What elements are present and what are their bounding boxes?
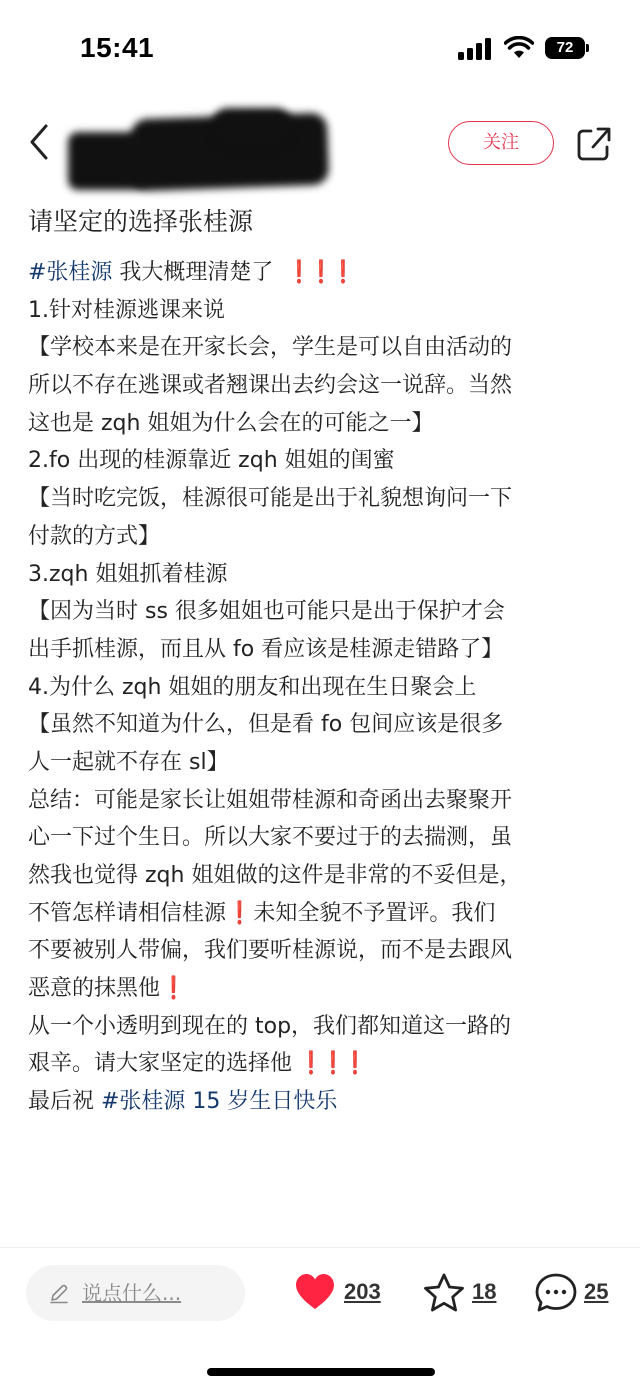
collect-count: 18 (472, 1279, 497, 1304)
hashtag-link[interactable]: #张桂源 15 岁生日快乐 (101, 1089, 338, 1115)
post-line: 从一个小透明到现在的 top，我们都知道这一路的 (28, 1013, 512, 1039)
comment-count: 25 (584, 1279, 609, 1304)
hashtag-link[interactable]: #张桂源 (28, 260, 113, 285)
exclamation-emoji: ❗️ (228, 900, 251, 926)
comment-input[interactable] (26, 1265, 245, 1321)
star-icon (422, 1272, 466, 1314)
post-line: 不要被别人带偏，我们要听桂源说，而不是去跟风 (28, 938, 513, 964)
status-bar (0, 0, 640, 96)
exclamation-emoji: ❗️ (162, 976, 185, 1002)
collect-button[interactable] (422, 1268, 502, 1318)
post-line: 人一起就不存在 sl】 (28, 749, 229, 775)
post-line: 然我也觉得 zqh 姐姐做的这件是非常的不妥但是， (28, 863, 522, 888)
post-line: 心一下过个生日。所以大家不要过于的去揣测，虽 (28, 825, 513, 851)
post-line: 恶意的抹黑他 ❗️ (28, 970, 620, 1008)
post-line: 不管怎样请相信桂源 ❗️ 未知全貌不予置评。我们 (28, 895, 620, 933)
post-line: 【当时吃完饭，桂源很可能是出于礼貌想询问一下 (28, 486, 513, 512)
post-line: #张桂源 我大概理清楚了 ❗️❗️❗️ (28, 254, 620, 292)
home-indicator[interactable] (207, 1368, 435, 1376)
follow-button[interactable]: 关注 (448, 121, 554, 165)
battery-level: 72 (545, 37, 585, 59)
chat-bubble-icon (534, 1272, 578, 1314)
post-line: 艰辛。请大家坚定的选择他 ❗️❗️❗️ (28, 1045, 620, 1083)
post-line: 3.zqh 姐姐抓着桂源 (28, 561, 228, 587)
like-button[interactable] (294, 1268, 390, 1318)
pen-icon (48, 1282, 70, 1304)
nav-bar (0, 96, 640, 196)
post-line: 【学校本来是在开家长会，学生是可以自由活动的 (28, 335, 513, 361)
exclamation-emoji: ❗️❗️❗️ (288, 260, 355, 285)
comment-button[interactable] (534, 1268, 614, 1318)
heart-icon (294, 1272, 336, 1312)
comment-placeholder: 说点什么... (82, 1281, 182, 1305)
back-button[interactable] (24, 120, 56, 164)
post-line: 付款的方式】 (28, 523, 161, 549)
post-line: 最后祝 #张桂源 15 岁生日快乐 (28, 1089, 338, 1115)
battery-icon (545, 37, 589, 59)
post-title: 请坚定的选择张桂源 (28, 207, 254, 236)
exclamation-emoji: ❗️❗️❗️ (300, 1051, 366, 1077)
post-line: 出手抓桂源，而且从 fo 看应该是桂源走错路了】 (28, 636, 504, 662)
post-line: 【因为当时 ss 很多姐姐也可能只是出于保护才会 (28, 599, 505, 625)
wifi-icon (504, 36, 534, 60)
post-line: 总结：可能是家长让姐姐带桂源和奇函出去聚聚开 (28, 787, 513, 813)
divider (0, 1247, 640, 1248)
post-line: 4.为什么 zqh 姐姐的朋友和出现在生日聚会上 (28, 674, 477, 700)
post-body (28, 254, 620, 1121)
chevron-left-icon (24, 120, 56, 164)
author-redacted (62, 108, 332, 194)
share-button[interactable] (574, 124, 614, 162)
cellular-signal-icon (458, 38, 492, 60)
post-line: 所以不存在逃课或者翘课出去约会这一说辞。当然 (28, 373, 513, 399)
post-line: 1.针对桂源逃课来说 (28, 297, 225, 323)
like-count: 203 (344, 1279, 381, 1304)
post-line: 2.fo 出现的桂源靠近 zqh 姐姐的闺蜜 (28, 448, 395, 474)
status-time: 15:41 (80, 32, 155, 63)
share-icon (574, 124, 614, 162)
post-line: 这也是 zqh 姐姐为什么会在的可能之一】 (28, 410, 434, 436)
post-line: 【虽然不知道为什么，但是看 fo 包间应该是很多 (28, 712, 504, 738)
